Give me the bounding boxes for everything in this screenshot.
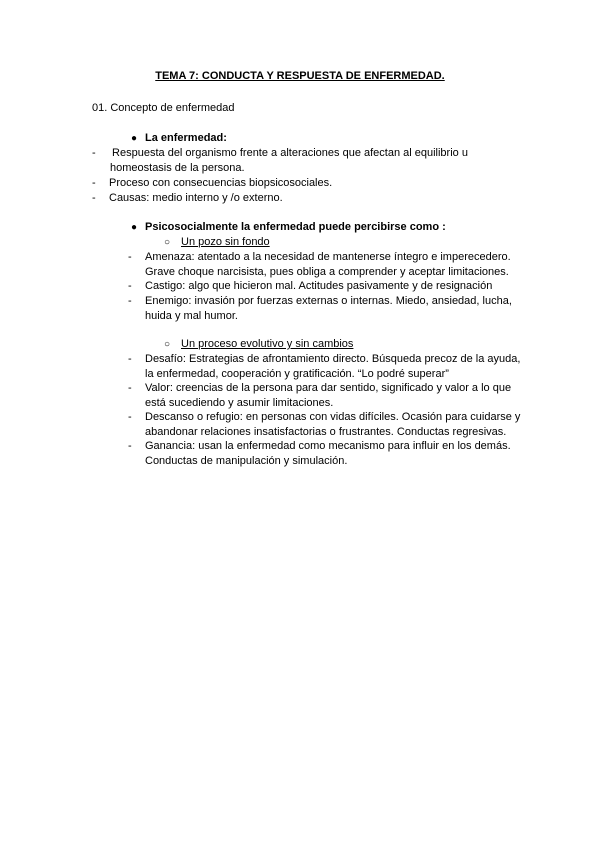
subheading: Un pozo sin fondo [181, 236, 270, 248]
list-item-line: Valor: creencias de la persona para dar sentido, significado y valor a lo que [145, 382, 512, 394]
circle-bullet-icon: ○ [164, 339, 171, 350]
dash-marker: - [92, 147, 96, 159]
list-item-line: Proceso con consecuencias biopsicosociales. [109, 177, 333, 189]
list-item [109, 191, 283, 206]
list-item-line: Castigo: algo que hicieron mal. Actitudes pasivamente y de resignación [145, 280, 493, 292]
dash-marker: - [128, 382, 132, 394]
list-item-line: Grave choque narcisista, pues obliga a comprender y aceptar limitaciones. [145, 266, 509, 278]
dash-marker: - [128, 440, 132, 452]
list-item [109, 176, 332, 191]
bullet-icon: ● [131, 133, 138, 144]
list-item [145, 439, 555, 469]
dash-marker: - [128, 251, 132, 263]
page-title: TEMA 7: CONDUCTA Y RESPUESTA DE ENFERMEDAD. [155, 70, 445, 82]
list-item-line: Ganancia: usan la enfermedad como mecanismo para influir en los demás. [145, 440, 511, 452]
list-item-line: Amenaza: atentado a la necesidad de mantenerse íntegro e imperecedero. [145, 251, 511, 263]
list-item [145, 352, 555, 382]
list-item-line: está sucediendo y asumir limitaciones. [145, 397, 334, 409]
list-item-line: homeostasis de la persona. [110, 162, 245, 174]
list-item-line: Desafío: Estrategias de afrontamiento directo. Búsqueda precoz de la ayuda, [145, 353, 521, 365]
bullet-heading: Psicosocialmente la enfermedad puede percibirse como : [145, 221, 446, 233]
list-item-line: Descanso o refugio: en personas con vidas difíciles. Ocasión para cuidarse y [145, 411, 521, 423]
list-item [145, 294, 545, 324]
circle-bullet-icon: ○ [164, 237, 171, 248]
dash-marker: - [92, 177, 96, 189]
dash-marker: - [92, 192, 96, 204]
dash-marker: - [128, 411, 132, 423]
list-item-line: Respuesta del organismo frente a alteraciones que afectan al equilibrio u [109, 147, 468, 159]
dash-marker: - [128, 353, 132, 365]
dash-marker: - [128, 280, 132, 292]
section-heading: 01. Concepto de enfermedad [92, 102, 235, 114]
list-item-line: Causas: medio interno y /o externo. [109, 192, 283, 204]
list-item [109, 146, 539, 176]
list-item-line: Conductas de manipulación y simulación. [145, 455, 348, 467]
list-item [145, 410, 555, 440]
list-item-line: Enemigo: invasión por fuerzas externas o internas. Miedo, ansiedad, lucha, [145, 295, 512, 307]
subheading: Un proceso evolutivo y sin cambios [181, 338, 354, 350]
list-item-line: huida y mal humor. [145, 310, 238, 322]
bullet-icon: ● [131, 222, 138, 233]
list-item [145, 279, 545, 294]
list-item [145, 250, 545, 280]
list-item-line: la enfermedad, cooperación y gratificación. “Lo podré superar” [145, 368, 449, 380]
bullet-heading: La enfermedad: [145, 132, 227, 144]
dash-marker: - [128, 295, 132, 307]
list-item-line: abandonar relaciones insatisfactorias o frustrantes. Conductas regresivas. [145, 426, 507, 438]
list-item [145, 381, 555, 411]
